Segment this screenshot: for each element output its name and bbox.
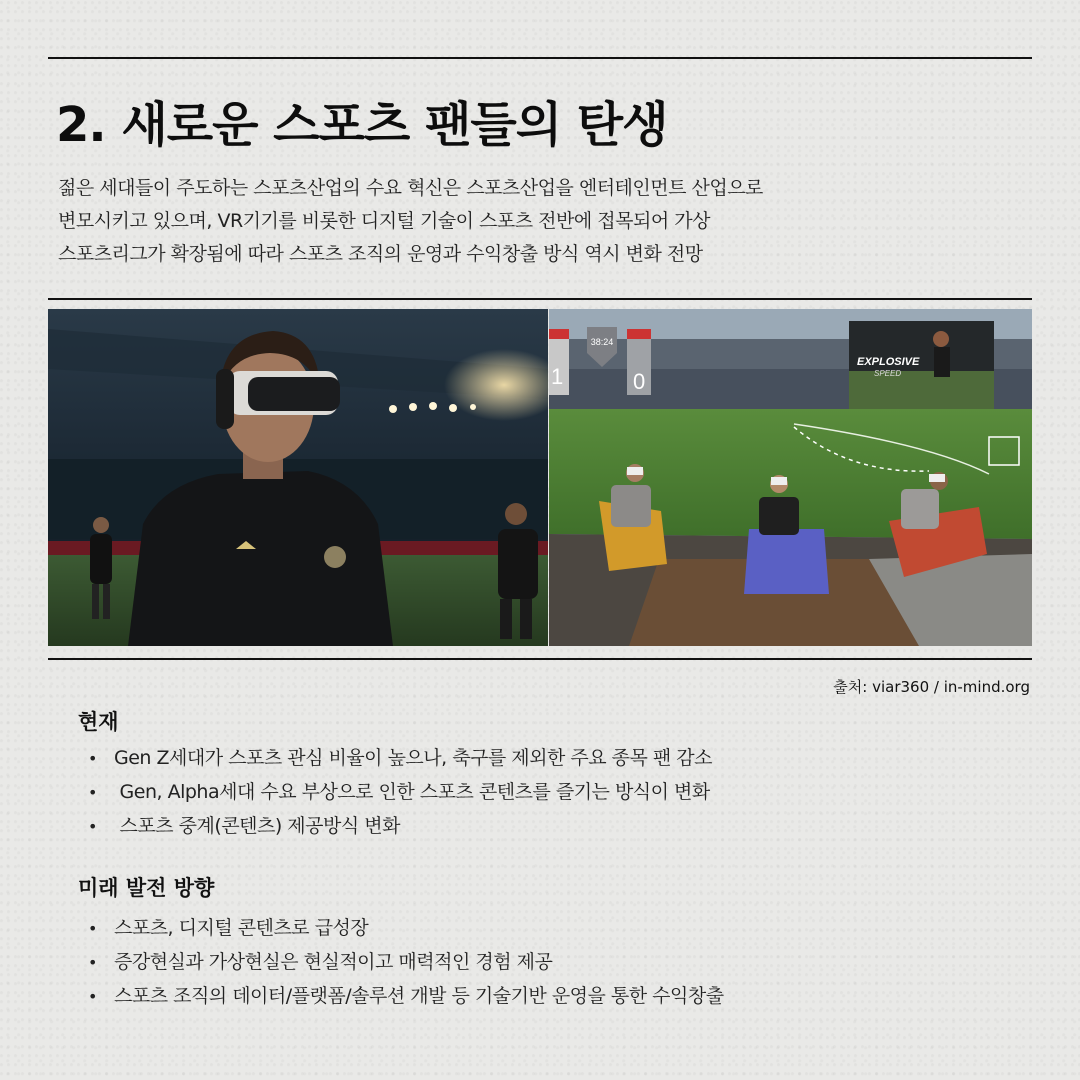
page-title: 2. 새로운 스포츠 팬들의 탄생 xyxy=(56,97,668,153)
intro-paragraph xyxy=(58,172,958,271)
future-list xyxy=(88,911,724,1013)
list-item-text: 스포츠 중계(콘텐츠) 제공방식 변화 xyxy=(114,815,400,837)
intro-line: 스포츠리그가 확장됨에 따라 스포츠 조직의 운영과 수익창출 방식 역시 변화 전망 xyxy=(58,243,703,265)
score-clock: 38:24 xyxy=(590,337,614,347)
bullet-icon: • xyxy=(88,919,97,938)
intro-line: 젊은 세대들이 주도하는 스포츠산업의 수요 혁신은 스포츠산업을 엔터테인먼트 산업으로 xyxy=(58,177,763,199)
list-item-text: 증강현실과 가상현실은 현실적이고 매력적인 경험 제공 xyxy=(114,951,553,973)
image-bottom-rule xyxy=(48,658,1032,660)
top-rule xyxy=(48,57,1032,59)
bullet-icon: • xyxy=(88,817,97,836)
list-item xyxy=(88,979,724,1013)
score-right: 0 xyxy=(633,369,646,394)
list-item-text: Gen Z세대가 스포츠 관심 비율이 높으나, 축구를 제외한 주요 종목 팬 감소 xyxy=(114,747,713,769)
list-item xyxy=(88,945,724,979)
list-item-text: Gen, Alpha세대 수요 부상으로 인한 스포츠 콘텐츠를 즐기는 방식이 변화 xyxy=(114,781,710,803)
image-top-rule xyxy=(48,298,1032,300)
bullet-icon: • xyxy=(88,953,97,972)
future-section-title: 미래 발전 방향 xyxy=(78,876,215,900)
vr-athlete-photo xyxy=(48,309,548,646)
image-source-credit: 출처: viar360 / in-mind.org xyxy=(833,678,1030,696)
bullet-icon: • xyxy=(88,749,97,768)
list-item xyxy=(88,775,712,809)
current-section-title: 현재 xyxy=(78,710,119,734)
list-item-text: 스포츠 조직의 데이터/플랫폼/솔루션 개발 등 기술기반 운영을 통한 수익창출 xyxy=(114,985,724,1007)
score-left: 1 xyxy=(551,364,564,389)
billboard-line1: EXPLOSIVE xyxy=(857,356,920,368)
bullet-icon: • xyxy=(88,987,97,1006)
intro-line: 변모시키고 있으며, VR기기를 비롯한 디지털 기술이 스포츠 전반에 접목되어 가상 xyxy=(58,210,710,232)
billboard-line2: SPEED xyxy=(874,369,902,378)
bullet-icon: • xyxy=(88,783,97,802)
list-item-text: 스포츠, 디지털 콘텐츠로 급성장 xyxy=(114,917,369,939)
list-item xyxy=(88,809,712,843)
current-list xyxy=(88,741,712,843)
list-item xyxy=(88,741,712,775)
vr-stadium-photo xyxy=(549,309,1032,646)
list-item xyxy=(88,911,724,945)
